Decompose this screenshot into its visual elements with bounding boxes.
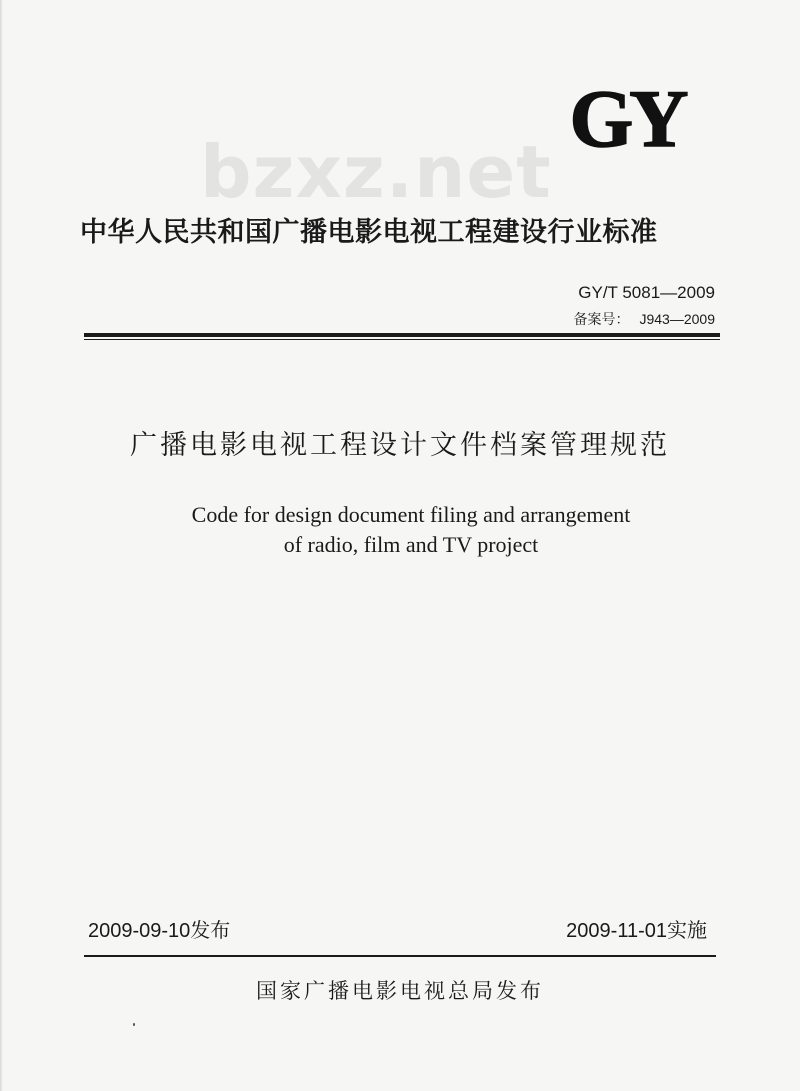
title-english-line-1: Code for design document filing and arrangement — [191, 502, 631, 527]
implementation-date: 2009-11-01实施 — [566, 920, 707, 942]
record-label: 备案号： — [573, 311, 630, 327]
header-rule-thick — [84, 333, 720, 337]
scan-speck — [133, 1023, 135, 1026]
watermark: bzxz.net — [200, 130, 552, 214]
issue-date: 2009-09-10发布 — [88, 920, 231, 942]
publisher: 国家广播电影电视总局发布 — [256, 979, 544, 1003]
title-english-line-2: of radio, film and TV project — [283, 532, 539, 557]
footer-rule — [84, 955, 716, 957]
standard-class-heading: 中华人民共和国广播电影电视工程建设行业标准 — [80, 217, 658, 248]
title-chinese: 广播电影电视工程设计文件档案管理规范 — [130, 430, 670, 461]
standard-number: GY/T 5081—2009 — [578, 283, 715, 302]
header-rule-thin — [84, 339, 720, 340]
title-english — [0, 500, 800, 560]
record-number: J943—2009 — [639, 311, 715, 327]
gy-logo-text: GY — [569, 80, 685, 155]
record-number-line — [573, 309, 715, 329]
